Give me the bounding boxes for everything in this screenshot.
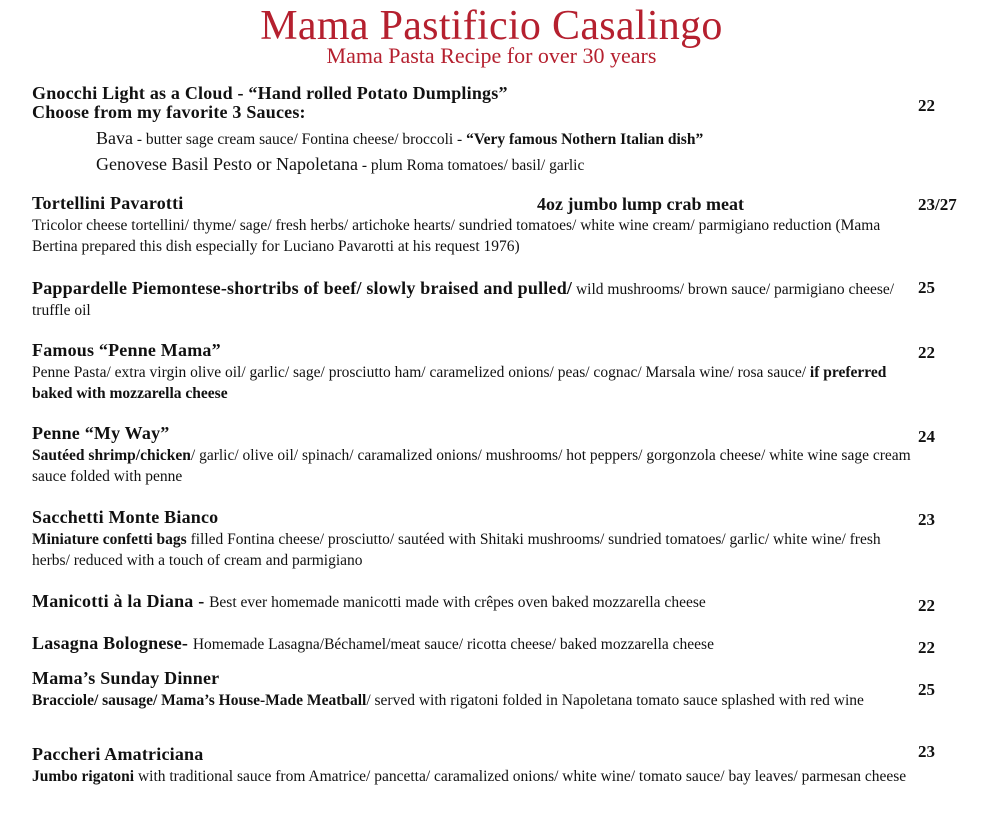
- price-paccheri: 23: [918, 742, 935, 761]
- sauce-name: Bava: [96, 128, 133, 148]
- menu-title: Mama Pastificio Casalingo: [260, 3, 723, 49]
- item-desc: / garlic/ olive oil/ spinach/ caramalized onions/ mushrooms/ hot peppers/ gorgonzola cheese/ white wine sage cream sauce folded with penne: [32, 447, 911, 485]
- menu-item-lasagna: [32, 634, 912, 655]
- item-name: Mama’s Sunday Dinner: [32, 668, 220, 688]
- item-desc: wild mushrooms/ brown sauce/ parmigiano cheese/ truffle oil: [32, 281, 895, 319]
- price-pappardelle: 25: [918, 278, 935, 297]
- price-penne-mama: 22: [918, 343, 935, 362]
- item-desc: with traditional sauce from Amatrice/ pancetta/ caramalized onions/ white wine/ tomato sauce/ bay leaves/ parmesan cheese: [134, 768, 907, 785]
- menu-item-penne-my-way: [32, 424, 912, 487]
- item-desc: / served with rigatoni folded in Napoletana tomato sauce splashed with red wine: [366, 692, 864, 709]
- menu-item-gnocchi: [32, 84, 912, 178]
- item-desc: filled Fontina cheese/ prosciutto/ sautéed with Shitaki mushrooms/ sundried tomatoes/ garlic/ white wine/ fresh herbs/ reduced with a touch of cream and parmigiano: [32, 531, 881, 569]
- menu-item-paccheri: [32, 745, 912, 787]
- sauce-name: Genovese Basil Pesto or Napoletana: [96, 154, 358, 174]
- menu-item-sunday-dinner: [32, 669, 912, 711]
- menu-item-sacchetti: [32, 508, 912, 571]
- item-desc-bold: Sautéed shrimp/chicken: [32, 447, 191, 464]
- sauce-desc: - plum Roma tomatoes/ basil/ garlic: [357, 157, 585, 174]
- item-name: Tortellini Pavarotti: [32, 193, 184, 213]
- item-name: Famous “Penne Mama”: [32, 340, 221, 360]
- item-desc: Homemade Lasagna/Béchamel/meat sauce/ ricotta cheese/ baked mozzarella cheese: [192, 636, 714, 653]
- price-lasagna: 22: [918, 638, 935, 657]
- item-desc-bold: if preferred baked with mozzarella cheese: [32, 364, 887, 402]
- item-desc-bold: Jumbo rigatoni: [32, 768, 135, 785]
- item-name: Lasagna Bolognese-: [32, 633, 193, 653]
- menu-item-tortellini: [32, 194, 912, 257]
- price-tortellini: 23/27: [918, 195, 957, 214]
- item-desc: Penne Pasta/ extra virgin olive oil/ garlic/ sage/ prosciutto ham/ caramelized onions/ peas/ cognac/ Marsala wine/ rosa sauce/: [32, 364, 810, 381]
- item-name: Sacchetti Monte Bianco: [32, 507, 219, 527]
- sauce-note: “Very famous Nothern Italian dish”: [466, 131, 704, 148]
- item-desc-bold: Miniature confetti bags: [32, 531, 187, 548]
- item-extra: 4oz jumbo lump crab meat: [537, 194, 744, 214]
- item-name: Paccheri Amatriciana: [32, 744, 204, 764]
- menu-item-penne-mama: [32, 341, 912, 404]
- menu-subtitle: Mama Pasta Recipe for over 30 years: [326, 43, 657, 68]
- item-name: Gnocchi Light as a Cloud - “Hand rolled Potato Dumplings”: [32, 83, 508, 103]
- sauce-bava: [32, 126, 912, 152]
- price-sunday-dinner: 25: [918, 680, 935, 699]
- price-manicotti: 22: [918, 596, 935, 615]
- item-desc: Best ever homemade manicotti made with crêpes oven baked mozzarella cheese: [209, 594, 706, 611]
- menu-item-manicotti: [32, 592, 912, 613]
- price-penne-my-way: 24: [918, 427, 935, 446]
- item-name: Manicotti à la Diana -: [32, 591, 210, 611]
- sauce-genovese: [32, 152, 912, 178]
- menu-item-pappardelle: [32, 279, 912, 321]
- item-desc-bold: Bracciole/ sausage/ Mama’s House-Made Meatball: [32, 692, 367, 709]
- price-gnocchi: 22: [918, 96, 935, 115]
- sauce-desc: - butter sage cream sauce/ Fontina cheese/ broccoli -: [132, 131, 467, 148]
- price-sacchetti: 23: [918, 510, 935, 529]
- item-subtitle: Choose from my favorite 3 Sauces:: [32, 102, 306, 122]
- item-name: Pappardelle Piemontese-shortribs of beef/ slowly braised and pulled/: [32, 278, 573, 298]
- item-desc: Tricolor cheese tortellini/ thyme/ sage/ fresh herbs/ artichoke hearts/ sundried tomatoes/ white wine cream/ parmigiano reduction (Mama Bertina prepared this dish especially for Luciano Pavarotti at his request 1976): [32, 217, 881, 255]
- item-name: Penne “My Way”: [32, 423, 170, 443]
